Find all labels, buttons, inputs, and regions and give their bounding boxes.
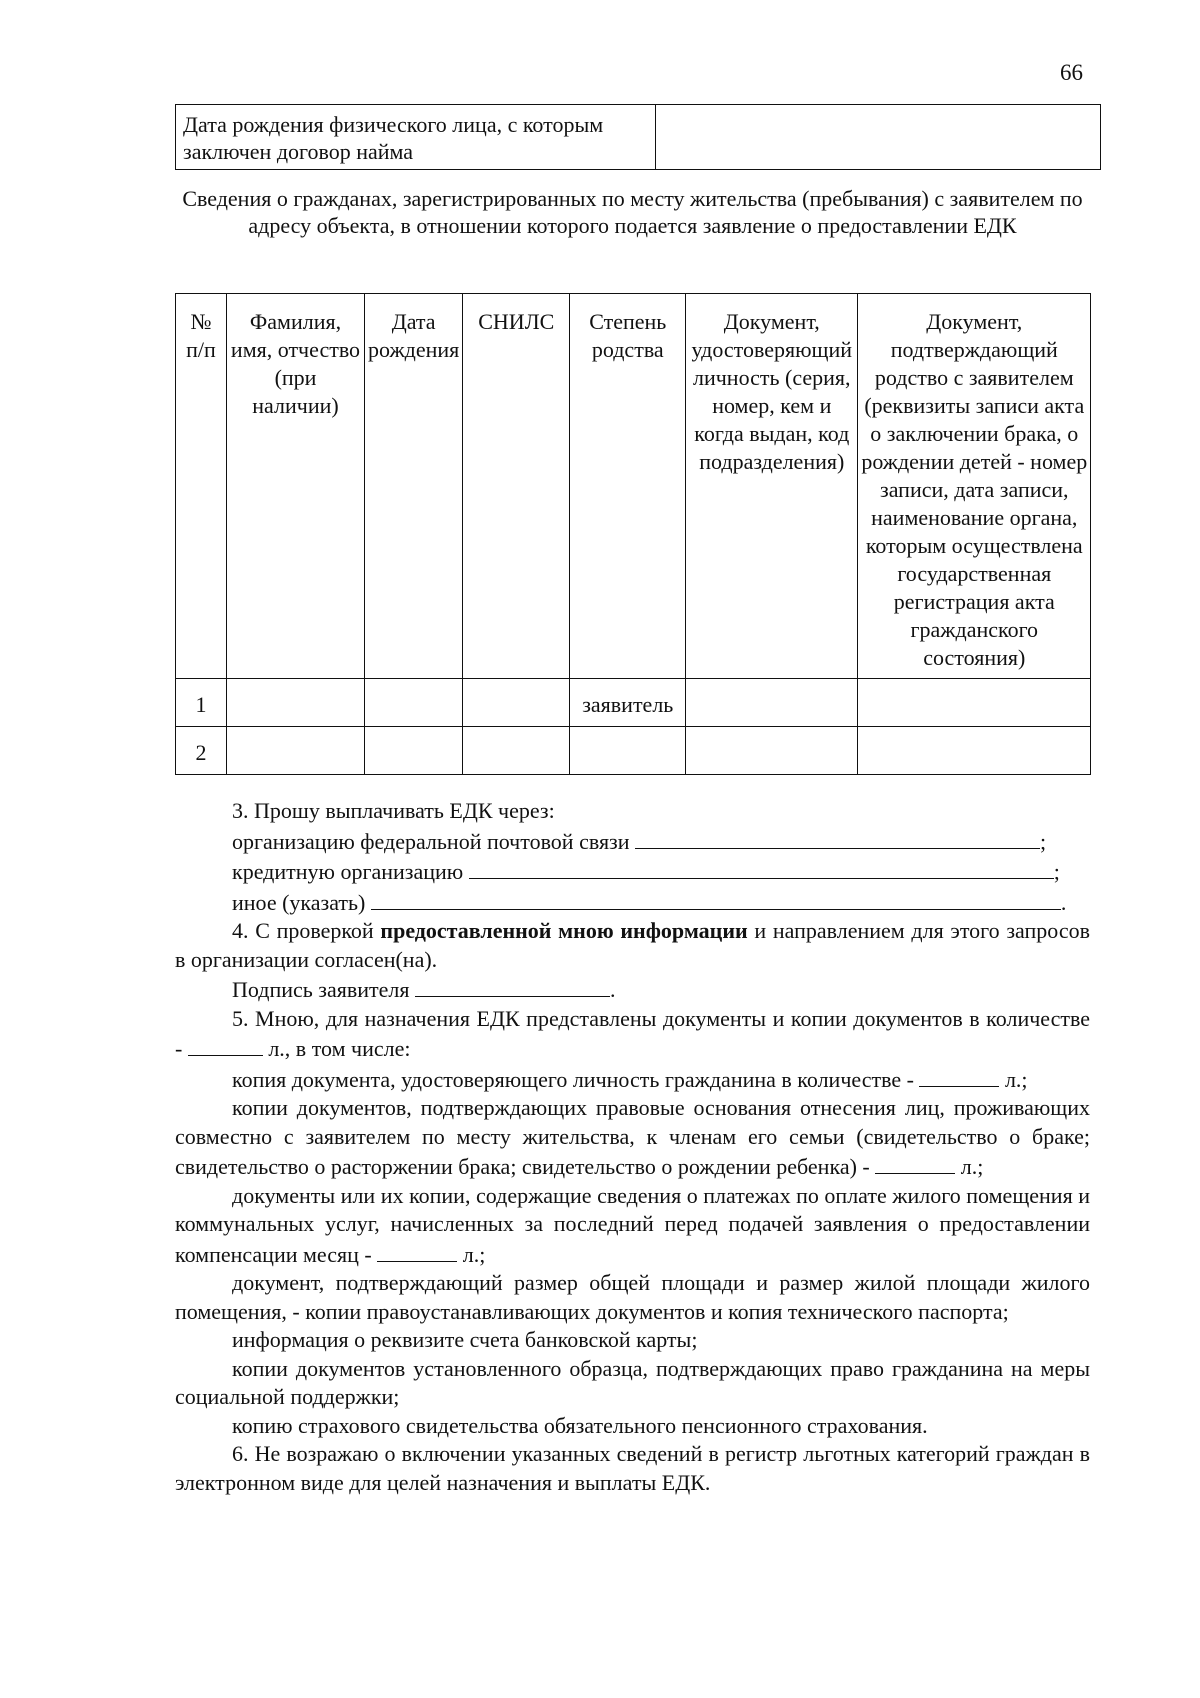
item-count-line bbox=[919, 1064, 999, 1087]
section4-text-b: и направлением для этого запросов в организации согласен(на). bbox=[175, 918, 1090, 972]
table-cell bbox=[365, 679, 463, 727]
col-birthdate-header: Дата рождения bbox=[365, 294, 463, 679]
residents-table bbox=[175, 293, 1091, 775]
col-name-header: Фамилия, имя, отчество (при наличии) bbox=[227, 294, 365, 679]
page-number: 66 bbox=[1060, 60, 1083, 85]
document-item-text: документы или их копии, содержащие сведения о платежах по оплате жилого помещения и коммунальных услуг, начисленных за последний перед подачей заявления о предоставлении компенсации месяц - bbox=[175, 1182, 1090, 1267]
table-cell: заявитель bbox=[570, 679, 686, 727]
document-item: копии документов установленного образца, подтверждающих право гражданина на меры социальной поддержки; bbox=[175, 1355, 1090, 1409]
document-item: копию страхового свидетельства обязательного пенсионного страхования. bbox=[232, 1412, 928, 1438]
table-cell bbox=[686, 679, 858, 727]
document-item: информация о реквизите счета банковской карты; bbox=[232, 1327, 698, 1352]
document-item-text: копии документов, подтверждающих правовые основания отнесения лиц, проживающих совместно с заявителем по месту жительства, к членам его семьи (свидетельство о браке; свидетельство о расторжении брака; свидетельство о рождении ребенка) - bbox=[175, 1095, 1090, 1179]
signature-line: Подпись заявителя . bbox=[175, 974, 1090, 1005]
table-row bbox=[176, 727, 1091, 775]
other-field-line bbox=[371, 887, 1061, 910]
payment-option-credit: кредитную организацию ; bbox=[232, 856, 1090, 887]
col-kinship-header: Степень родства bbox=[570, 294, 686, 679]
section5-intro-a: 5. Мною, для назначения ЕДК представлены документы и копии документов в количестве - bbox=[175, 1005, 1090, 1061]
table-cell: 2 bbox=[176, 727, 227, 775]
document-item bbox=[175, 1094, 1090, 1182]
signature-label: Подпись заявителя bbox=[232, 977, 410, 1002]
table-cell bbox=[227, 679, 365, 727]
section4-text-bold: предоставленной мною информации bbox=[380, 918, 748, 943]
section6-text: 6. Не возражаю о включении указанных сведений в регистр льготных категорий граждан в электронном виде для целей назначения и выплаты ЕДК. bbox=[175, 1441, 1090, 1495]
table-cell bbox=[858, 727, 1091, 775]
birth-date-value bbox=[656, 105, 1101, 170]
table-row bbox=[176, 679, 1091, 727]
post-field-line bbox=[635, 826, 1040, 849]
section3-title: 3. Прошу выплачивать ЕДК через: bbox=[232, 798, 555, 823]
col-kinship-document-header: Документ, подтверждающий родство с заявителем (реквизиты записи акта о заключении брака, о рождении детей - номер записи, дата записи, наименование органа, которым осуществлена государственная регистрация акта гражданского состояния) bbox=[858, 294, 1091, 679]
document-item bbox=[175, 1182, 1090, 1270]
section4-text-a: 4. С проверкой bbox=[232, 918, 381, 943]
item-unit: л.; bbox=[462, 1241, 486, 1267]
col-snils-header: СНИЛС bbox=[463, 294, 570, 679]
table-cell bbox=[227, 727, 365, 775]
signature-field-line bbox=[415, 974, 610, 997]
item-unit: л.; bbox=[960, 1154, 984, 1179]
item-unit: л.; bbox=[1004, 1066, 1028, 1092]
document-body bbox=[175, 797, 1090, 1497]
payment-option-post: организацию федеральной почтовой связи ; bbox=[232, 826, 1090, 857]
item-count-line bbox=[377, 1239, 457, 1262]
table-cell bbox=[463, 679, 570, 727]
table-cell bbox=[365, 727, 463, 775]
table-cell bbox=[570, 727, 686, 775]
table-cell bbox=[463, 727, 570, 775]
table-header-row bbox=[176, 294, 1091, 679]
document-item-text: копия документа, удостоверяющего личность гражданина в количестве - bbox=[232, 1066, 914, 1092]
col-id-document-header: Документ, удостоверяющий личность (серия, номер, кем и когда выдан, код подразделения) bbox=[686, 294, 858, 679]
col-number-header: № п/п bbox=[176, 294, 227, 679]
payment-option-other: иное (указать) . bbox=[232, 887, 1090, 918]
credit-field-line bbox=[469, 856, 1054, 879]
table-cell: 1 bbox=[176, 679, 227, 727]
payment-option-credit-label: кредитную организацию bbox=[232, 859, 464, 884]
section4-text bbox=[175, 917, 1090, 974]
table-cell bbox=[686, 727, 858, 775]
payment-option-post-label: организацию федеральной почтовой связи bbox=[232, 828, 630, 854]
document-item bbox=[175, 1064, 1090, 1095]
birth-date-label: Дата рождения физического лица, с которым заключен договор найма bbox=[176, 105, 656, 170]
payment-option-other-label: иное (указать) bbox=[232, 889, 366, 915]
section-heading: Сведения о гражданах, зарегистрированных по месту жительства (пребывания) с заявителем по адресу объекта, в отношении которого подается заявление о предоставлении ЕДК bbox=[182, 186, 1083, 238]
item-count-line bbox=[875, 1151, 955, 1174]
sheet-count-line bbox=[188, 1033, 263, 1056]
birth-date-table bbox=[175, 104, 1101, 170]
document-item: документ, подтверждающий размер общей площади и размер жилой площади жилого помещения, - копии правоустанавливающих документов и копия технического паспорта; bbox=[175, 1270, 1090, 1324]
section5-intro bbox=[175, 1005, 1090, 1064]
section5-intro-b: л., в том числе: bbox=[268, 1036, 411, 1061]
table-cell bbox=[858, 679, 1091, 727]
